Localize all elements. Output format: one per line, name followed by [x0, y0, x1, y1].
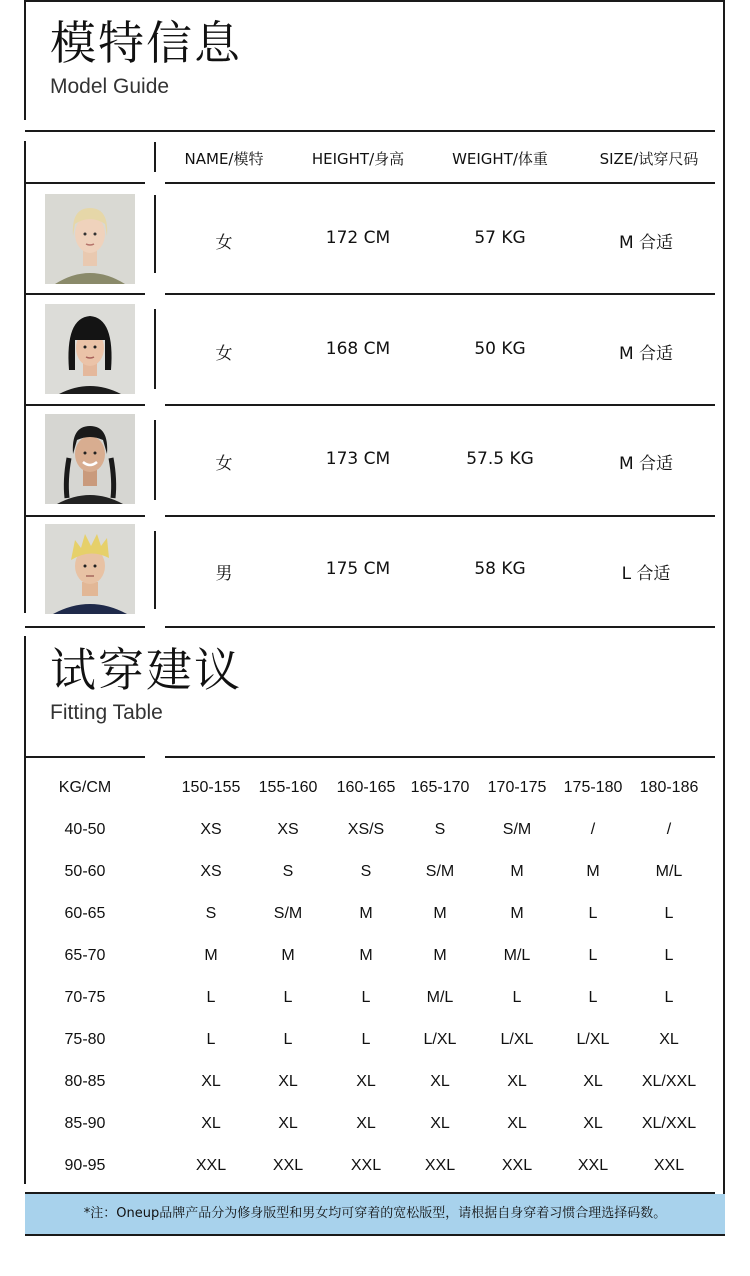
- fitting-divider-left: [25, 756, 145, 758]
- fit-size-cell: /: [590, 821, 596, 838]
- fit-size-cell: L: [588, 905, 598, 922]
- fit-size-cell: M/L: [426, 989, 454, 1006]
- fit-size-cell: XXL: [195, 1157, 227, 1174]
- fit-size-cell: XS: [277, 821, 299, 838]
- fit-size-cell: L: [206, 1031, 216, 1048]
- model-2-weight: 50 KG: [474, 339, 526, 359]
- header-name: NAME/模特: [184, 150, 264, 168]
- fit-size-cell: XL/XXL: [641, 1073, 697, 1090]
- fit-size-cell: L/XL: [423, 1031, 457, 1048]
- row-sep-right-1: [165, 293, 715, 295]
- fit-size-cell: S/M: [273, 905, 303, 922]
- fitting-table-title-en: Fitting Table: [50, 701, 163, 724]
- fitting-divider-right: [165, 756, 715, 758]
- model-photo-3: [45, 414, 135, 504]
- model-photo-4: [45, 524, 135, 614]
- model-guide-title-en: Model Guide: [50, 75, 170, 98]
- fit-size-cell: XL/XXL: [641, 1115, 697, 1132]
- model-2-height: 168 CM: [325, 339, 391, 359]
- fit-size-cell: L: [361, 1031, 371, 1048]
- fit-height-header: 170-175: [487, 779, 547, 796]
- fit-weight-label: 90-95: [64, 1157, 106, 1174]
- fit-height-header: 155-160: [258, 779, 318, 796]
- fit-size-cell: XL: [278, 1073, 298, 1090]
- fit-size-cell: XL: [430, 1115, 450, 1132]
- fit-size-cell: L: [664, 947, 674, 964]
- avatar-divider-0: [154, 195, 156, 273]
- fit-size-cell: XL: [356, 1073, 376, 1090]
- fit-size-cell: S: [434, 821, 446, 838]
- avatar-divider-1: [154, 309, 156, 389]
- fit-weight-label: 70-75: [64, 989, 106, 1006]
- right-border: [723, 0, 725, 1236]
- fit-size-cell: XL: [201, 1073, 221, 1090]
- row-sep-right-4: [165, 626, 715, 628]
- model-guide-title-cn: 模特信息: [50, 16, 242, 70]
- model-3-size: M 合适: [618, 454, 674, 474]
- left-border-bottom: [24, 636, 26, 1184]
- fitting-table-title-cn: 试穿建议: [50, 643, 242, 697]
- row-sep-left-1: [25, 293, 145, 295]
- fit-size-cell: XL: [507, 1073, 527, 1090]
- fit-size-cell: L: [664, 989, 674, 1006]
- left-border-top: [24, 0, 26, 120]
- fit-size-cell: /: [666, 821, 672, 838]
- row-sep-right-3: [165, 515, 715, 517]
- model-3-name: 女: [215, 454, 233, 474]
- divider-model-header: [25, 130, 715, 132]
- fit-size-cell: L: [588, 989, 598, 1006]
- model-1-weight: 57 KG: [474, 228, 526, 248]
- model-4-weight: 58 KG: [474, 559, 526, 579]
- model-4-size: L 合适: [621, 564, 671, 584]
- model-4-height: 175 CM: [325, 559, 391, 579]
- row-sep-right-2: [165, 404, 715, 406]
- row-sep-left-3: [25, 515, 145, 517]
- fit-height-header: 150-155: [181, 779, 241, 796]
- fit-size-cell: S/M: [425, 863, 455, 880]
- model-photo-2: [45, 304, 135, 394]
- model-photo-1: [45, 194, 135, 284]
- row-sep-right-0: [165, 182, 715, 184]
- header-weight: WEIGHT/体重: [452, 150, 548, 168]
- header-height: HEIGHT/身高: [311, 150, 405, 168]
- fit-size-cell: XL: [201, 1115, 221, 1132]
- fit-size-cell: M: [510, 863, 524, 880]
- fit-size-cell: S: [360, 863, 372, 880]
- fit-height-header: 165-170: [410, 779, 470, 796]
- fit-weight-label: 85-90: [64, 1115, 106, 1132]
- fit-size-cell: M/L: [503, 947, 531, 964]
- fit-height-header: 175-180: [563, 779, 623, 796]
- fit-size-cell: L: [283, 989, 293, 1006]
- fit-size-cell: XL: [356, 1115, 376, 1132]
- fit-size-cell: M: [281, 947, 295, 964]
- fit-weight-label: 60-65: [64, 905, 106, 922]
- fit-size-cell: XS: [200, 863, 222, 880]
- fit-size-cell: L: [361, 989, 371, 1006]
- fit-size-cell: L: [664, 905, 674, 922]
- fit-size-cell: M: [510, 905, 524, 922]
- fit-size-cell: XXL: [653, 1157, 685, 1174]
- header-col-divider: [154, 142, 156, 172]
- model-1-height: 172 CM: [325, 228, 391, 248]
- avatar-divider-3: [154, 531, 156, 609]
- fit-weight-label: 75-80: [64, 1031, 106, 1048]
- fit-size-cell: M: [433, 905, 447, 922]
- fit-weight-label: 65-70: [64, 947, 106, 964]
- fit-size-cell: L: [206, 989, 216, 1006]
- fit-size-cell: M/L: [655, 863, 683, 880]
- fit-size-cell: L: [512, 989, 522, 1006]
- fit-size-cell: XL: [583, 1073, 603, 1090]
- fit-size-cell: XXL: [272, 1157, 304, 1174]
- fit-size-cell: XL: [659, 1031, 679, 1048]
- fit-size-cell: S: [282, 863, 294, 880]
- model-2-name: 女: [215, 344, 233, 364]
- fit-size-cell: XXL: [501, 1157, 533, 1174]
- row-sep-left-2: [25, 404, 145, 406]
- fit-height-header: 180-186: [639, 779, 699, 796]
- fit-size-cell: M: [359, 905, 373, 922]
- model-3-weight: 57.5 KG: [466, 449, 534, 469]
- avatar-divider-2: [154, 420, 156, 500]
- fit-size-cell: XL: [278, 1115, 298, 1132]
- fit-corner-label: KG/CM: [58, 779, 112, 796]
- fit-size-cell: XS: [200, 821, 222, 838]
- bottom-border: [25, 1234, 725, 1236]
- fit-size-cell: L: [588, 947, 598, 964]
- model-4-name: 男: [215, 564, 233, 584]
- fit-size-cell: XXL: [424, 1157, 456, 1174]
- note-text: *注：Oneup品牌产品分为修身版型和男女均可穿着的宽松版型，请根据自身穿着习惯合理选择码数。: [83, 1206, 667, 1221]
- fit-size-cell: XL: [507, 1115, 527, 1132]
- left-border-mid: [24, 141, 26, 613]
- top-border: [25, 0, 725, 2]
- fit-height-header: 160-165: [336, 779, 396, 796]
- fit-weight-label: 40-50: [64, 821, 106, 838]
- fit-size-cell: M: [359, 947, 373, 964]
- fit-size-cell: XXL: [577, 1157, 609, 1174]
- fit-size-cell: XS/S: [347, 821, 385, 838]
- fit-weight-label: 50-60: [64, 863, 106, 880]
- fit-size-cell: M: [433, 947, 447, 964]
- fit-size-cell: XL: [430, 1073, 450, 1090]
- fit-size-cell: L/XL: [576, 1031, 610, 1048]
- fit-size-cell: L/XL: [500, 1031, 534, 1048]
- fit-weight-label: 80-85: [64, 1073, 106, 1090]
- model-3-height: 173 CM: [325, 449, 391, 469]
- fit-size-cell: XL: [583, 1115, 603, 1132]
- row-sep-left-4: [25, 626, 145, 628]
- fit-size-cell: M: [586, 863, 600, 880]
- model-1-size: M 合适: [618, 233, 674, 253]
- header-size: SIZE/试穿尺码: [599, 150, 699, 168]
- fit-size-cell: M: [204, 947, 218, 964]
- fit-size-cell: L: [283, 1031, 293, 1048]
- fit-size-cell: XXL: [350, 1157, 382, 1174]
- fit-size-cell: S/M: [502, 821, 532, 838]
- fit-size-cell: S: [205, 905, 217, 922]
- row-sep-left-0: [25, 182, 145, 184]
- model-1-name: 女: [215, 233, 233, 253]
- model-2-size: M 合适: [618, 344, 674, 364]
